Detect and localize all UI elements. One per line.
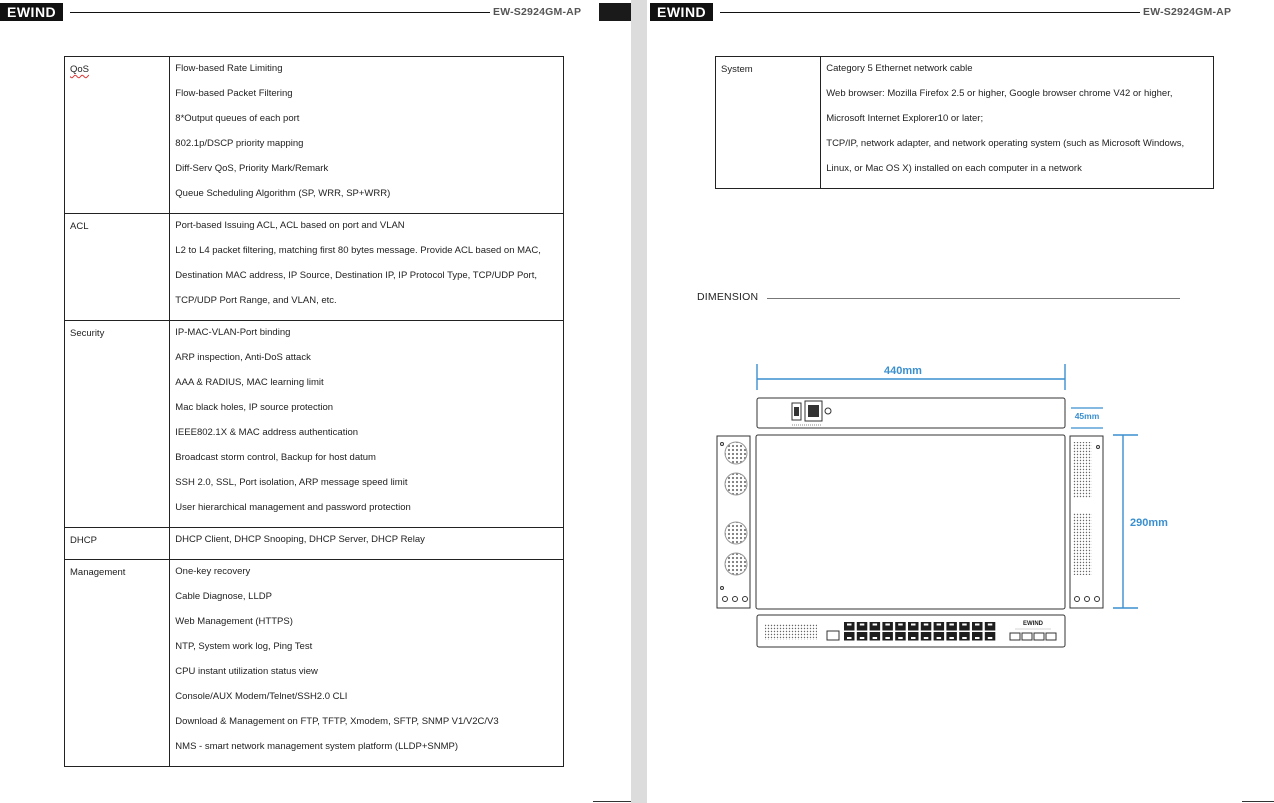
- spec-item: TCP/UDP Port Range, and VLAN, etc.: [175, 295, 337, 306]
- spec-row: [65, 321, 564, 528]
- rj45-port-latch: [924, 637, 929, 639]
- spec-category: QoS: [65, 57, 170, 214]
- rj45-port-latch: [975, 624, 980, 626]
- spec-category: DHCP: [65, 528, 170, 560]
- right-bracket: [1070, 436, 1103, 608]
- rj45-port-latch: [847, 637, 852, 639]
- spec-row: [65, 57, 564, 214]
- rj45-port: [857, 622, 868, 631]
- rj45-port: [895, 632, 906, 641]
- spec-category: ACL: [65, 214, 170, 321]
- rj45-port: [934, 622, 945, 631]
- brand-logo: EWIND: [0, 3, 63, 21]
- rj45-port-latch: [860, 624, 865, 626]
- brand-logo: EWIND: [650, 3, 713, 21]
- rj45-port-latch: [885, 637, 890, 639]
- spec-items: [170, 560, 564, 767]
- rj45-port: [959, 632, 970, 641]
- sfp-port: [1034, 633, 1044, 640]
- spec-row: [65, 214, 564, 321]
- model-number: EW-S2924GM-AP: [493, 6, 582, 18]
- spec-item: Cable Diagnose, LLDP: [175, 591, 272, 602]
- rj45-port-latch: [949, 637, 954, 639]
- spec-item: User hierarchical management and password protection: [175, 502, 411, 513]
- spec-item: Category 5 Ethernet network cable: [826, 63, 973, 74]
- rj45-port-latch: [962, 624, 967, 626]
- spec-item: 802.1p/DSCP priority mapping: [175, 138, 304, 149]
- spec-item: TCP/IP, network adapter, and network operating system (such as Microsoft Windows,: [826, 138, 1185, 149]
- page-right: [647, 0, 1274, 803]
- rj45-port: [844, 632, 855, 641]
- spec-item: L2 to L4 packet filtering, matching first 80 bytes message. Provide ACL based on MAC,: [175, 245, 541, 256]
- spec-row: [65, 528, 564, 560]
- rj45-port: [972, 622, 983, 631]
- rj45-port-latch: [962, 637, 967, 639]
- rj45-port: [921, 632, 932, 641]
- page-left: [0, 0, 631, 803]
- spec-item: Queue Scheduling Algorithm (SP, WRR, SP+WRR): [175, 188, 391, 199]
- rj45-port: [934, 632, 945, 641]
- rj45-port-latch: [873, 624, 878, 626]
- page-gutter: [631, 0, 647, 803]
- sfp-port: [1022, 633, 1032, 640]
- rj45-port-latch: [898, 637, 903, 639]
- sfp-port: [1010, 633, 1020, 640]
- rj45-port: [972, 632, 983, 641]
- spec-item: Linux, or Mac OS X) installed on each computer in a network: [826, 163, 1082, 174]
- rj45-port: [870, 632, 881, 641]
- spec-category: Management: [65, 560, 170, 767]
- rj45-port-latch: [898, 624, 903, 626]
- spec-items: [170, 57, 564, 214]
- spec-item: SSH 2.0, SSL, Port isolation, ARP message speed limit: [175, 477, 408, 488]
- spec-item: IP-MAC-VLAN-Port binding: [175, 327, 291, 338]
- rj45-port-latch: [924, 624, 929, 626]
- rj45-port: [857, 632, 868, 641]
- rj45-port: [895, 622, 906, 631]
- rj45-port: [946, 622, 957, 631]
- rj45-port-latch: [847, 624, 852, 626]
- depth-label: 290mm: [1130, 517, 1168, 529]
- rj45-port-latch: [911, 624, 916, 626]
- spec-items: [170, 214, 564, 321]
- spec-item: Port-based Issuing ACL, ACL based on port and VLAN: [175, 220, 405, 231]
- spec-item: ARP inspection, Anti-DoS attack: [175, 352, 311, 363]
- spec-item: Flow-based Packet Filtering: [175, 88, 293, 99]
- rj45-port-latch: [975, 637, 980, 639]
- rj45-port-latch: [949, 624, 954, 626]
- rj45-port: [908, 622, 919, 631]
- footer-rule: [593, 801, 631, 802]
- rj45-port-latch: [937, 637, 942, 639]
- dimension-drawing: [647, 0, 1274, 803]
- spec-item: NTP, System work log, Ping Test: [175, 641, 313, 652]
- spec-item: Destination MAC address, IP Source, Destination IP, IP Protocol Type, TCP/UDP Port,: [175, 270, 538, 281]
- rj45-port: [985, 622, 996, 631]
- rj45-port: [882, 622, 893, 631]
- spec-row: [65, 560, 564, 767]
- rj45-port: [985, 632, 996, 641]
- rj45-port: [844, 622, 855, 631]
- rj45-port-latch: [873, 637, 878, 639]
- header-block: [599, 3, 631, 21]
- footer-rule: [1242, 801, 1274, 802]
- sfp-port: [1046, 633, 1056, 640]
- front-panel: [757, 615, 1065, 647]
- spec-items: [170, 321, 564, 528]
- spec-item: CPU instant utilization status view: [175, 666, 318, 677]
- rj45-port: [946, 632, 957, 641]
- rj45-port: [882, 632, 893, 641]
- spec-item: IEEE802.1X & MAC address authentication: [175, 427, 359, 438]
- spec-table-left: [64, 56, 564, 767]
- spec-item: Mac black holes, IP source protection: [175, 402, 334, 413]
- rj45-port-latch: [885, 624, 890, 626]
- spec-item: Download & Management on FTP, TFTP, Xmodem, SFTP, SNMP V1/V2C/V3: [175, 716, 499, 727]
- spec-item: Flow-based Rate Limiting: [175, 63, 283, 74]
- header-rule: [70, 12, 490, 13]
- front-brand: EWIND: [1023, 621, 1043, 627]
- spec-items: [170, 528, 564, 560]
- spec-item: DHCP Client, DHCP Snooping, DHCP Server, DHCP Relay: [175, 534, 425, 545]
- spec-item: Microsoft Internet Explorer10 or later;: [826, 113, 984, 124]
- spec-item: Web browser: Mozilla Firefox 2.5 or higher, Google browser chrome V42 or higher,: [826, 88, 1173, 99]
- rj45-port: [870, 622, 881, 631]
- rear-panel: [757, 398, 1065, 428]
- spec-item: Console/AUX Modem/Telnet/SSH2.0 CLI: [175, 691, 348, 702]
- rj45-port-latch: [911, 637, 916, 639]
- rj45-port-latch: [860, 637, 865, 639]
- spec-category: Security: [65, 321, 170, 528]
- rj45-port-latch: [937, 624, 942, 626]
- spec-item: NMS - smart network management system platform (LLDP+SNMP): [175, 741, 459, 752]
- spec-item: AAA & RADIUS, MAC learning limit: [175, 377, 324, 388]
- rj45-port-latch: [988, 624, 993, 626]
- rj45-port: [959, 622, 970, 631]
- spec-item: 8*Output queues of each port: [175, 113, 300, 124]
- dimension-title: DIMENSION: [697, 291, 759, 303]
- rj45-port: [908, 632, 919, 641]
- rj45-port-latch: [988, 637, 993, 639]
- height-label: 45mm: [1074, 411, 1100, 421]
- spec-item: One-key recovery: [175, 566, 251, 577]
- model-number: EW-S2924GM-AP: [1143, 6, 1232, 18]
- spec-item: Diff-Serv QoS, Priority Mark/Remark: [175, 163, 329, 174]
- width-label: 440mm: [884, 365, 922, 377]
- top-panel: [756, 435, 1065, 609]
- spec-item: Web Management (HTTPS): [175, 616, 293, 627]
- spec-item: Broadcast storm control, Backup for host datum: [175, 452, 376, 463]
- left-bracket: [717, 436, 750, 608]
- rj45-port: [921, 622, 932, 631]
- spec-category: System: [716, 57, 821, 189]
